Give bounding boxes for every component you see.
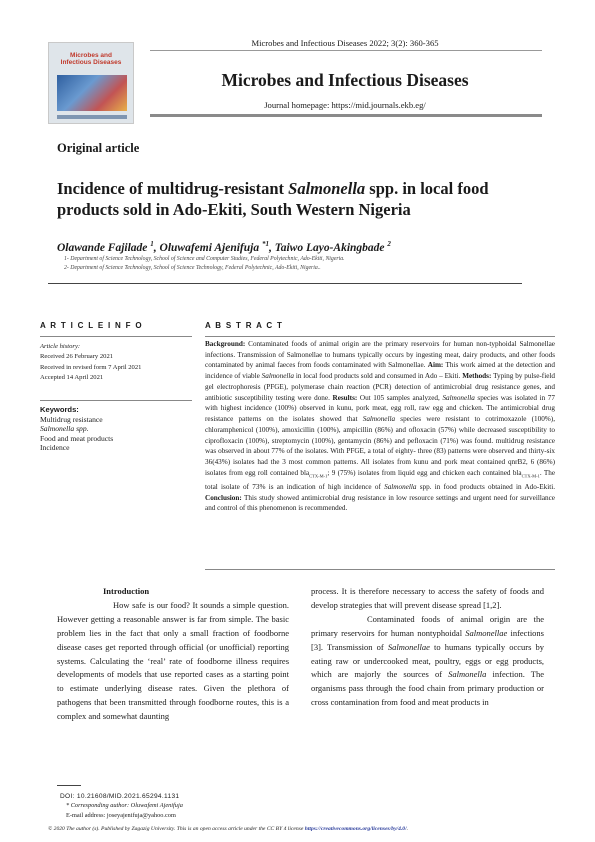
header-bar [150, 114, 542, 117]
abstract-text: Background: Contaminated foods of animal origin are the primary reservoirs for human non-typhoidal Salmonellae infections. Transmission of Salmonellae to humans typically occurs by ingesting meat, dairy products, and other foods contaminated by animal faeces from foods contaminated with Salmonellae. Aim: This work aimed at the detection and incidence of viable Salmonella in local food products sold and consumed in Ado – Ekiti. Methods: Typing by pulse-field gel electrophoresis (PFGE), polymerase chain reaction (PCR) detection of antimicrobial drug resistance genes, and antibiotic susceptibility testing were done. Results: Out 105 samples analyzed, Salmonella species was isolated in 77 with highest incidence (100%) observed in kunu, pork meat, egg roll, raw egg and chicken. The antimicrobial drug resistance patterns on the isolates showed that Salmonella species were resistant to cotrimoxazole (100%), chloramphenicol (100%), amoxicillin (100%), ampicillin (86%) and ofloxacin (57%) while decreased susceptibility to ciprofloxacin (100%), streptomycin (100%), gentamycin (86%) and pefloxacin (71%) was found. multidrug resistance was observed in about 77% of the isolates. With PFGE, a total of eighty- three (83) patterns were observed and thirty-six 36(43%) isolates had the 3 most common patterns. All isolates from kunu and pork meat contained qnrB2, 6 (86%) isolates from egg roll contained bla$_{CTX-M-1}$; 9 (75%) isolates from liquid egg and chicken each contained bla$_{CTX-M-1}$. The total isolate of 73% is an indication of high incidence of Salmonella spp. in food products obtained in Ado-Ekiti. Conclusion: This study showed antimicrobial drug resistance in low resource settings and urgent need for surveillance and control of this phenomenon is recommended. [205, 340, 556, 513]
keywords-block [40, 405, 190, 453]
abstract-rule [205, 336, 555, 337]
keyword: Food and meat products [40, 433, 114, 443]
header-rule [150, 50, 542, 51]
keyword: Incidence [40, 443, 70, 453]
intro-paragraph: How safe is our food? It sounds a simple question. However getting a reasonable answer is far from simple. The basic problem lies in the fact that only a small fraction of foodborne disease cases get reported through official (or unofficial) reporting systems. Calculating the ‘real’ rate of foodborne illness requires developments of models that use reported cases as a starting point to estimate underlying disease rates. Given the plethora of pathogens that been transmitted through foodborne routes, this is a complex and somewhat daunting [57, 599, 289, 722]
body-column-left [57, 585, 289, 724]
doi[interactable]: DOI: 10.21608/MID.2021.65294.1131 [60, 793, 180, 800]
copyright-notice: © 2020 The author (s). Published by Zagazig University. This is an open access article under the CC BY 4 license https://creativecommons.org/licenses/by/4.0/. [48, 826, 409, 832]
article-info-rule [40, 336, 192, 337]
corresponding-author: * Corresponding author: Oluwafemi Ajenifuja [66, 802, 183, 810]
revised-date: Received in revised form 7 April 2021 [40, 363, 142, 371]
abstract-heading: A B S T R A C T [205, 321, 284, 330]
affiliation-1: 1- Department of Science Technology, School of Science and Computer Studies, Federal Polytechnic, Ado-Ekiti, Nigeria. [64, 256, 345, 262]
keyword: Multidrug resistance [40, 414, 103, 424]
accepted-date: Accepted 14 April 2021 [40, 373, 104, 381]
history-label: Article history: [40, 343, 81, 350]
cover-artwork [57, 75, 127, 111]
footnotes [60, 792, 540, 820]
cover-band [57, 115, 127, 119]
keyword: Salmonella spp. [40, 424, 89, 434]
article-info-heading: A R T I C L E I N F O [40, 321, 143, 330]
title-block-rule [48, 283, 522, 284]
paragraph: Contaminated foods of animal origin are the primary reservoirs for human nontyphoidal Salmonellae infections [3]. Transmission of Salmonellae to humans typically occurs by eating raw or undercooked meat, poultry, eggs or egg products, which are majorly the sources of Salmonella infection. The organisms pass through the food chain from primary production or cross contamination from food and meat products in [311, 613, 545, 708]
footnote-rule [57, 785, 81, 786]
received-date: Received 26 February 2021 [40, 353, 114, 361]
journal-cover-image [48, 42, 134, 124]
email-address[interactable]: E-mail address: joseyajenifuja@yahoo.com [66, 811, 176, 819]
paragraph-continuation: process. It is therefore necessary to access the safety of foods and develop strategies that will prevent disease spread [1,2]. [311, 586, 544, 610]
author-list: Olawande Fajilade $^1$, Oluwafemi Ajenifuja $^{*1}$, Taiwo Layo-Akingbade $^2$ [57, 240, 391, 254]
article-type: Original article [57, 141, 140, 155]
abstract-end-rule [205, 569, 555, 570]
journal-title: Microbes and Infectious Diseases [221, 70, 469, 90]
keywords-rule [40, 400, 192, 401]
cover-title: Microbes and Infectious Diseases [60, 52, 122, 66]
body-column-right [311, 585, 544, 710]
article-history [40, 342, 190, 383]
running-head: Microbes and Infectious Diseases 2022; 3(2): 360-365 [251, 38, 439, 48]
article-title: Incidence of multidrug-resistant Salmonella spp. in local food products sold in Ado-Ekiti, South Western Nigeria [57, 179, 489, 219]
license-link[interactable]: https://creativecommons.org/licenses/by/4.0/ [304, 826, 407, 832]
journal-homepage[interactable]: Journal homepage: https://mid.journals.ekb.eg/ [264, 100, 426, 110]
section-heading-introduction: Introduction [103, 586, 150, 596]
affiliation-2: 2- Department of Science Technology, School of Science Technology, Federal Polytechnic, Ado-Ekiti, Nigeria.. [64, 265, 321, 271]
keywords-label: Keywords: [40, 405, 79, 414]
